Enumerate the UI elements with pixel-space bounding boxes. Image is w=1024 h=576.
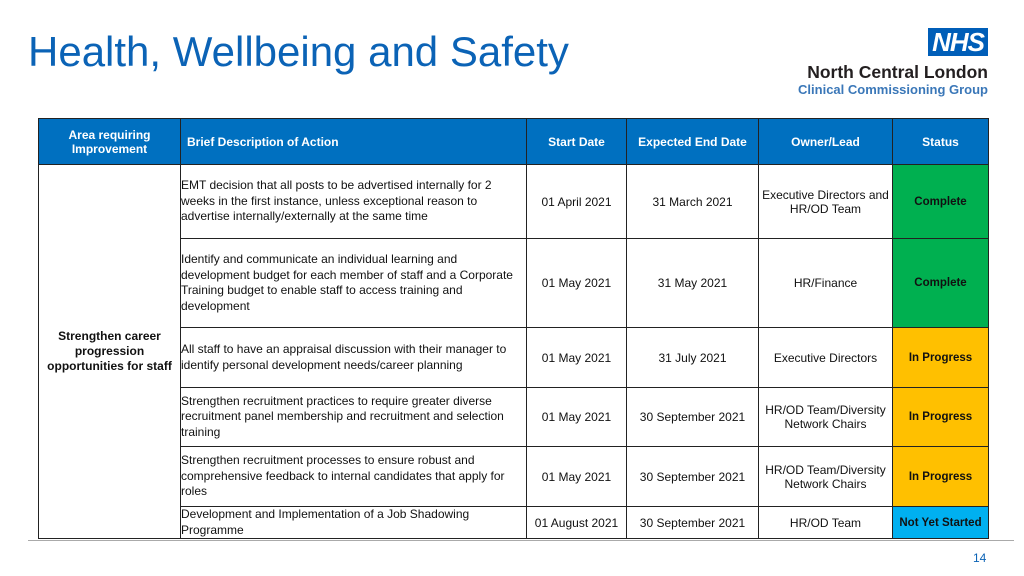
description-cell: EMT decision that all posts to be advertised internally for 2 weeks in the first instance, unless exceptional reason to advertise internally/externally at the same time <box>181 165 527 239</box>
table-row <box>39 507 989 539</box>
end-date-cell: 30 September 2021 <box>627 388 759 447</box>
status-badge: In Progress <box>893 328 989 388</box>
owner-cell: Executive Directors <box>759 328 893 388</box>
table-row <box>39 165 989 239</box>
col-area: Area requiring Improvement <box>39 119 181 165</box>
end-date-cell: 30 September 2021 <box>627 507 759 539</box>
status-badge: Not Yet Started <box>893 507 989 539</box>
table-row <box>39 239 989 328</box>
end-date-cell: 31 May 2021 <box>627 239 759 328</box>
description-cell: Development and Implementation of a Job Shadowing Programme <box>181 507 527 539</box>
col-start: Start Date <box>527 119 627 165</box>
col-description: Brief Description of Action <box>181 119 527 165</box>
status-badge: In Progress <box>893 447 989 507</box>
status-badge: Complete <box>893 165 989 239</box>
col-end: Expected End Date <box>627 119 759 165</box>
table-row <box>39 388 989 447</box>
footer-divider <box>28 540 1014 541</box>
end-date-cell: 31 March 2021 <box>627 165 759 239</box>
owner-cell: HR/Finance <box>759 239 893 328</box>
description-cell: Identify and communicate an individual learning and development budget for each member of staff and a Corporate Training budget to enable staff to access training and development <box>181 239 527 328</box>
status-badge: In Progress <box>893 388 989 447</box>
start-date-cell: 01 May 2021 <box>527 388 627 447</box>
table-row <box>39 447 989 507</box>
col-owner: Owner/Lead <box>759 119 893 165</box>
page-title: Health, Wellbeing and Safety <box>28 28 569 75</box>
status-badge: Complete <box>893 239 989 328</box>
nhs-mark: NHS <box>928 28 988 56</box>
end-date-cell: 30 September 2021 <box>627 447 759 507</box>
area-cell: Strengthen career progression opportunities for staff <box>39 165 181 539</box>
start-date-cell: 01 May 2021 <box>527 239 627 328</box>
nhs-logo <box>790 28 990 100</box>
description-cell: Strengthen recruitment processes to ensure robust and comprehensive feedback to internal candidates that apply for roles <box>181 447 527 507</box>
description-cell: Strengthen recruitment practices to require greater diverse recruitment panel membership and recruitment and selection training <box>181 388 527 447</box>
start-date-cell: 01 August 2021 <box>527 507 627 539</box>
start-date-cell: 01 May 2021 <box>527 328 627 388</box>
owner-cell: HR/OD Team <box>759 507 893 539</box>
owner-cell: HR/OD Team/Diversity Network Chairs <box>759 447 893 507</box>
org-subtitle: Clinical Commissioning Group <box>798 82 988 97</box>
end-date-cell: 31 July 2021 <box>627 328 759 388</box>
col-status: Status <box>893 119 989 165</box>
start-date-cell: 01 May 2021 <box>527 447 627 507</box>
page-number: 14 <box>973 551 987 565</box>
owner-cell: Executive Directors and HR/OD Team <box>759 165 893 239</box>
table-header <box>39 119 989 165</box>
table-row <box>39 328 989 388</box>
description-cell: All staff to have an appraisal discussion with their manager to identify personal development needs/career planning <box>181 328 527 388</box>
owner-cell: HR/OD Team/Diversity Network Chairs <box>759 388 893 447</box>
start-date-cell: 01 April 2021 <box>527 165 627 239</box>
org-name: North Central London <box>807 62 988 82</box>
action-table <box>38 118 989 539</box>
